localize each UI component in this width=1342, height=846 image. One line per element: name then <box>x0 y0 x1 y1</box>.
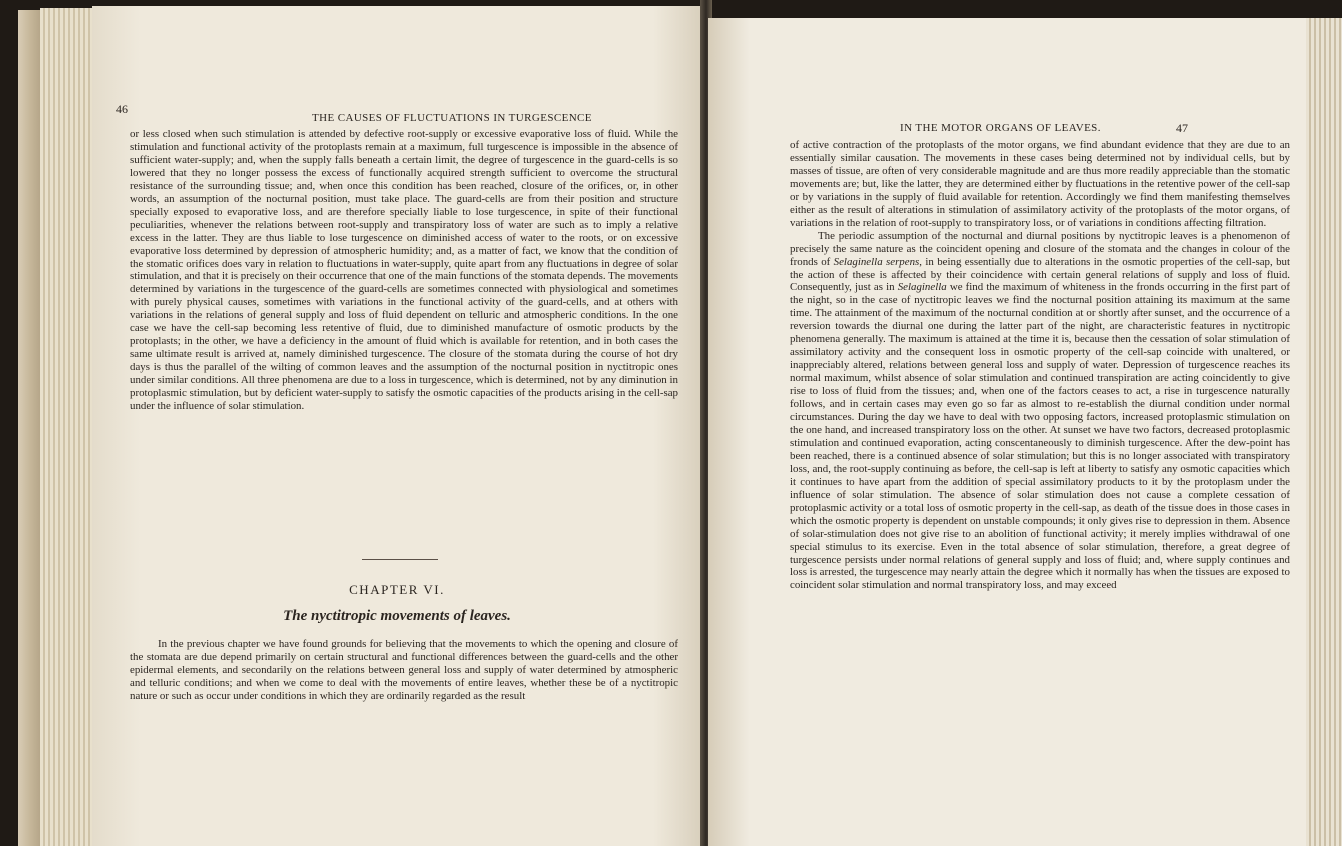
page-number-right: 47 <box>1176 121 1188 135</box>
right-body-text <box>790 139 1290 592</box>
left-body-text <box>130 128 678 413</box>
running-head-left: THE CAUSES OF FLUCTUATIONS IN TURGESCENCE <box>312 112 592 124</box>
left-page <box>92 6 702 846</box>
right-page <box>708 18 1308 846</box>
chapter-heading: CHAPTER VI. <box>349 582 445 597</box>
paragraph: In the previous chapter we have found grounds for believing that the movements to which the opening and closure of the stomata are due depend primarily on certain structural and functional differences between the guard-cells and the other epidermal elements, and secondarily on the relations between general loss and supply of water determined by atmospheric and telluric conditions; and when we come to deal with the movements of entire leaves, whether these be of a nyctitropic nature or such as occur under conditions in which they are ordinarily regarded as the result <box>130 638 678 702</box>
species-name: Selaginella serpens <box>833 255 920 268</box>
section-rule <box>362 559 438 560</box>
paragraph: The periodic assumption of the nocturnal and diurnal positions by nyctitropic leaves is a phenomenon of precisely the same nature as the coincident opening and closure of the stomata and the changes in colour of the fronds of Selaginella serpens, in being essentially due to alterations in the osmotic properties of the cell-sap, but the action of these is affected by their coincidence with certain general relations of supply and loss of fluid. Consequently, just as in Selaginella we find the maximum of whiteness in the fronds occurring in the first part of the night, so in the case of nyctitropic leaves we find the nocturnal position attaining its maximum at the same time. The attainment of the maximum of the nocturnal condition at or shortly after sunset, and the occurrence of a reversion towards the diurnal one during the latter part of the night, are characteristic features in nyctitropic phenomena generally. The maximum is attained at the time it is, because then the cessation of solar stimulation of assimilatory activity and the consequent loss in osmotic property of the cell-sap coincide with unaltered, or inappreciably altered, relations between general loss and supply of water. Depression of turgescence reaches its normal maximum, whilst absence of solar stimulation and continued transpiration are acting coincidently to give rise to loss of fluid from the tissues; and, when one of the factors ceases to act, a rise in turgescence naturally follows, and in certain cases may even go so far as almost to re-establish the diurnal condition under normal circumstances. During the day we have to deal with two opposing factors, increased protoplasmic stimulation on the one hand, and increased transpiratory loss on the other. At sunset we have two factors, decreased protoplasmic stimulation and continued evaporation, acting conscentaneously to diminish turgescence. After the dew-point has been reached, there is a continued absence of solar stimulation; but this is no longer associated with transpiratory loss, and, the root-supply continuing as before, the cell-sap is left at liberty to satisfy any osmotic capacities which it continues to have apart from the addition of special assimilatory products to it by the protoplasm under the influence of solar stimulation. The absence of solar stimulation does not cause a complete cessation of protoplasmic activity or a total loss of osmotic property in the cell-sap, as death of the tissue does in those cases in which the osmotic property is dependent on unstable compounds; it only gives rise to depression in them. Absence of solar-stimulation does not give rise to an abolition of functional activity; it merely implies withdrawal of one special stimulus to its exercise. Even in the total absence of solar stimulation, therefore, a great degree of turgescence persists under normal relations of general supply and loss of fluid; and, where supply continues and loss is arrested, the turgescence may nearly attain the degree which it normally has when the tissues are exposed to coincident solar stimulation and normal transpiratory loss, and may exceed <box>790 229 1291 592</box>
paragraph: or less closed when such stimulation is attended by defective root-supply or excessive evaporative loss of fluid. While the stimulation and functional activity of the protoplasts remain at a maximum, full turgescence is impossible in the absence of sufficient water-supply; and, when the supply falls beneath a certain limit, the degree of turgescence in the guard-cells is so lowered that they no longer possess the excess of functionally acquired strength sufficient to overcome the structural resistance of the surrounding tissue; and, when once this condition has been reached, closure of the orifices, or, in other words, an assumption of the nocturnal position, must take place. The guard-cells are from their position and structure specially exposed to evaporative loss, and are therefore specially liable to lose turgescence, in spite of their functional peculiarities, whenever the relations between root-supply and transpiratory loss of water are such as to imply a relative excess in the latter. They are thus liable to lose turgescence on diminished access of water to the roots, or on excessive evaporative loss determined by depression of atmospheric humidity; and, as a matter of fact, we know that the condition of the stomatic orifices does vary in relation to fluctuations in water-supply, quite apart from any fluctuations in degree of solar stimulation, and that it is precisely on their occurrence that one of the main functions of the stomata depends. The movements determined by variations in the turgescence of the guard-cells are sometimes connected with physiological and sometimes with purely physical causes, sometimes with variations in the functional activity of the guard-cells, and at others with variations in the relations of general supply and loss of fluid dependent on telluric and atmospheric conditions. In the one case we have the cell-sap becoming less retentive of fluid, due to diminished manufacture of osmotic products by the protoplasts; in the other, we have a deficiency in the amount of fluid which is available for retention, and in both cases the same ultimate result is arrived at, namely diminished turgescence. The closure of the stomata during the course of hot dry days is thus the parallel of the wilting of common leaves and the assumption of the nocturnal position in nyctitropic ones under similar conditions. All three phenomena are due to a loss in turgescence, which is determined, not by any diminution in protoplasmic stimulation, but by deficient water-supply to satisfy the osmotic capacities of the products arising in the cell-sap under the influence of solar stimulation. <box>130 128 678 413</box>
paragraph: of active contraction of the protoplasts of the motor organs, we find abundant evidence that they are due to an essentially similar causation. The movements in these cases being determined not by individual cells, but by masses of tissue, are often of very considerable magnitude and are thus more readily appreciable than the stomatic movements are; but, like the latter, they are determined either by fluctuations in the retentive power of the cell-sap or by variations in the supply of fluid available for retention. Accordingly we find them manifesting themselves either as the result of alterations in stimulation of assimilatory activity of the protoplasts of the motor organs, of variations in the relation of root-supply to transpiratory loss, or of variations in conditions affecting filtration. <box>790 139 1290 229</box>
left-body-text-2 <box>130 638 678 703</box>
chapter-title: The nyctitropic movements of leaves. <box>283 608 511 624</box>
species-name: Selaginella <box>897 281 947 294</box>
running-head-right: IN THE MOTOR ORGANS OF LEAVES. <box>900 122 1101 134</box>
page-edges-right <box>1306 18 1342 846</box>
page-number-left: 46 <box>116 102 128 116</box>
page-edges-left <box>40 8 100 846</box>
